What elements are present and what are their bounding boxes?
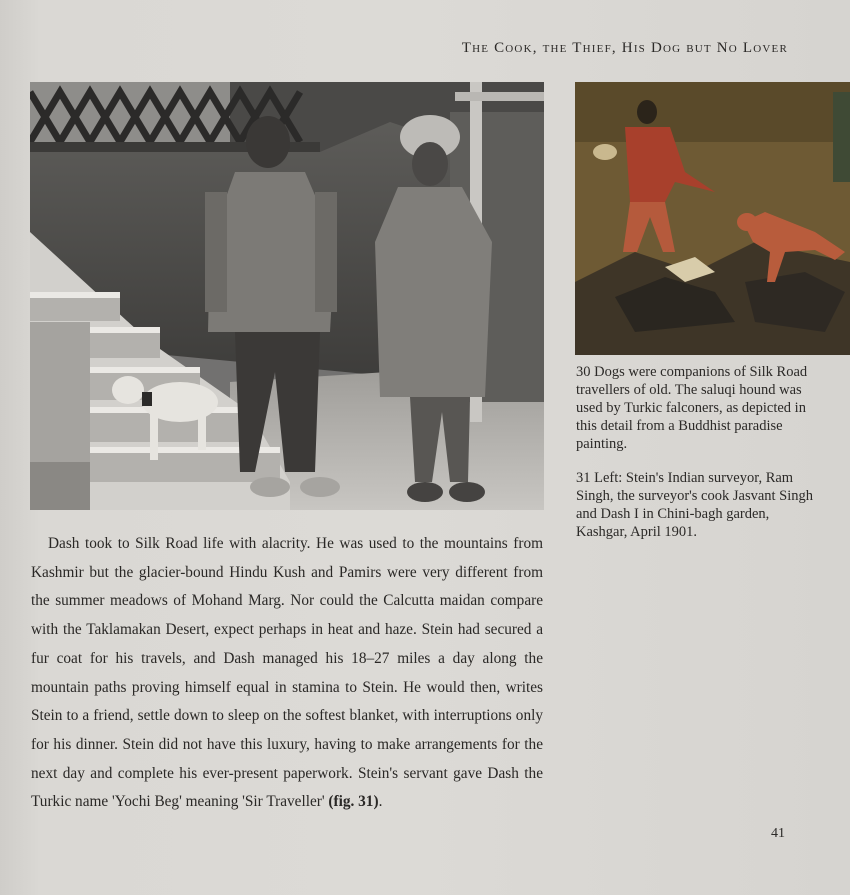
- caption-fig-30: [576, 363, 816, 453]
- caption-fig-31-text: Left: Stein's Indian surveyor, Ram Singh, the surveyor's cook Jasvant Singh and Dash I in Chini-bagh garden, Kashgar, April 1901.: [576, 470, 814, 540]
- photo-fig-30: [575, 82, 850, 355]
- photo-fig-30-painting: [575, 82, 850, 355]
- page-number: 41: [771, 826, 785, 841]
- body-paragraph-text: Dash took to Silk Road life with alacrity. He was used to the mountains from Kashmir but the glacier-bound Hindu Kush and Pamirs were very different from the summer meadows of Mohand Marg. Nor could the Calcutta maidan compare with the Taklamakan Desert, expect perhaps in heat and haze. Stein had secured a fur coat for his travels, and Dash managed his 18–27 miles a day along the mountain paths proving himself equal in stamina to Stein. He would then, writes Stein to a friend, settle down to sleep on the softest blanket, with interruptions only for his dinner. Stein did not have this luxury, having to make arrangements for the next day and complete his ever-present paperwork. Stein's servant gave Dash the Turkic name 'Yochi Beg' meaning 'Sir Traveller': [31, 535, 543, 811]
- caption-fig-30-number: 30: [576, 364, 591, 380]
- figure-reference-link[interactable]: (fig. 31): [328, 793, 379, 811]
- photo-fig-31-image: [30, 82, 544, 510]
- caption-fig-31: [576, 469, 816, 541]
- caption-fig-30-text: Dogs were companions of Silk Road travellers of old. The saluqi hound was used by Turkic falconers, as depicted in this detail from a Buddhist paradise painting.: [576, 364, 808, 452]
- body-paragraph: [31, 530, 543, 817]
- photo-fig-31: [30, 82, 544, 510]
- caption-fig-31-number: 31: [576, 470, 591, 486]
- running-head: The Cook, the Thief, His Dog but No Lover: [461, 40, 788, 56]
- body-paragraph-end: .: [378, 793, 383, 811]
